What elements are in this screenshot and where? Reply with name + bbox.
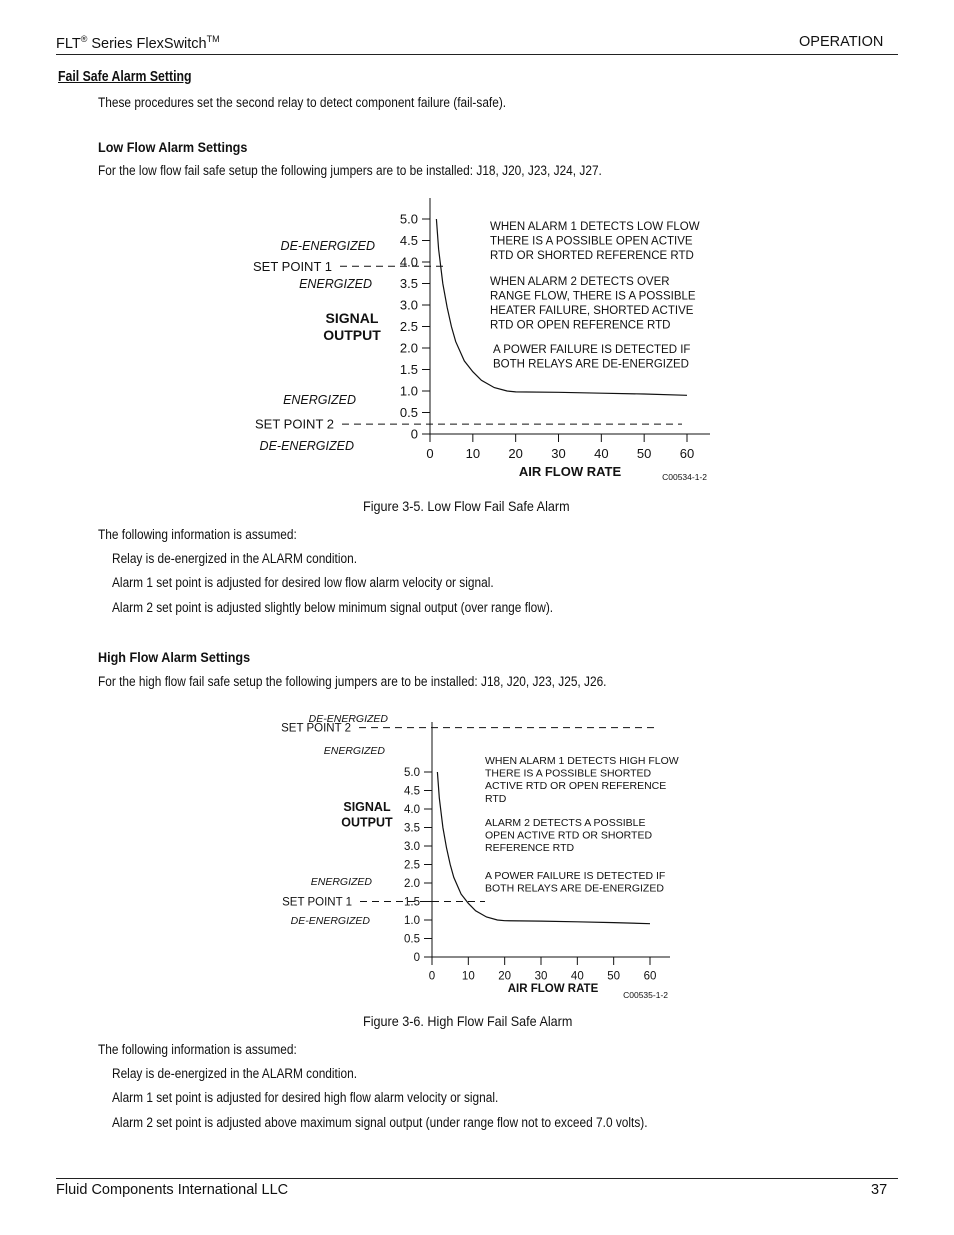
high-flow-item-2: Alarm 1 set point is adjusted for desired high flow alarm velocity or signal. bbox=[112, 1090, 499, 1105]
x-axis-label: AIR FLOW RATE bbox=[518, 464, 622, 479]
relay-state-label: DE-ENERGIZED bbox=[290, 915, 370, 927]
section-title: Fail Safe Alarm Setting bbox=[58, 68, 192, 85]
y-tick-label: 2.0 bbox=[399, 340, 418, 356]
y-tick-label: 4.0 bbox=[399, 254, 418, 270]
x-tick-label: 40 bbox=[570, 970, 584, 983]
annotation-line: BOTH RELAYS ARE DE-ENERGIZED bbox=[485, 882, 664, 895]
y-tick-label: 1.0 bbox=[399, 383, 418, 399]
annotation-line: RTD bbox=[485, 792, 507, 805]
annotation-line: RANGE FLOW, THERE IS A POSSIBLE bbox=[490, 290, 696, 303]
set-point-label: SET POINT 2 bbox=[255, 416, 334, 432]
y-tick-label: 1.5 bbox=[399, 362, 418, 378]
figure-code: C00534-1-2 bbox=[662, 472, 707, 482]
y-tick-label: 3.5 bbox=[399, 276, 418, 292]
x-tick-label: 30 bbox=[534, 970, 548, 983]
x-tick-label: 50 bbox=[607, 970, 621, 983]
y-tick-label: 1.5 bbox=[404, 896, 420, 909]
low-flow-item-1: Relay is de-energized in the ALARM condition. bbox=[112, 551, 357, 566]
annotation-line: THERE IS A POSSIBLE OPEN ACTIVE bbox=[490, 235, 693, 248]
header-rule bbox=[56, 54, 898, 55]
y-axis-label-line-1: SIGNAL bbox=[343, 800, 391, 814]
low-flow-chart bbox=[220, 190, 730, 490]
x-tick-label: 10 bbox=[465, 446, 481, 461]
high-flow-item-1: Relay is de-energized in the ALARM condition. bbox=[112, 1066, 357, 1081]
y-tick-label: 3.0 bbox=[404, 841, 420, 854]
relay-state-label: DE-ENERGIZED bbox=[308, 713, 388, 725]
trademark-mark: TM bbox=[206, 34, 220, 44]
annotation-line: THERE IS A POSSIBLE SHORTED bbox=[485, 767, 652, 780]
y-tick-label: 0.5 bbox=[404, 933, 420, 946]
page-number: 37 bbox=[871, 1182, 888, 1198]
figure-code: C00535-1-2 bbox=[623, 990, 668, 1000]
x-tick-label: 30 bbox=[551, 446, 566, 461]
low-flow-item-2: Alarm 1 set point is adjusted for desired low flow alarm velocity or signal. bbox=[112, 575, 494, 590]
annotation-line: RTD OR OPEN REFERENCE RTD bbox=[490, 319, 671, 332]
low-flow-item-3: Alarm 2 set point is adjusted slightly below minimum signal output (over range flow). bbox=[112, 600, 554, 615]
y-tick-label: 0 bbox=[410, 426, 418, 442]
series-name: Series FlexSwitch bbox=[87, 35, 207, 52]
relay-state-label: DE-ENERGIZED bbox=[259, 439, 354, 453]
y-tick-label: 5.0 bbox=[399, 211, 418, 227]
set-point-label: SET POINT 2 bbox=[281, 722, 351, 735]
set-point-label: SET POINT 1 bbox=[253, 258, 332, 274]
high-flow-chart bbox=[260, 705, 700, 1005]
y-tick-label: 4.5 bbox=[399, 233, 418, 249]
x-tick-label: 20 bbox=[508, 446, 523, 461]
annotation-line: WHEN ALARM 1 DETECTS HIGH FLOW bbox=[485, 755, 679, 767]
low-flow-jumpers: For the low flow fail safe setup the following jumpers are to be installed: J18, J20, J23, J24, J27. bbox=[98, 163, 602, 178]
series-prefix: FLT bbox=[56, 35, 81, 52]
figure-3-6-caption: Figure 3-6. High Flow Fail Safe Alarm bbox=[363, 1013, 573, 1029]
relay-state-label: DE-ENERGIZED bbox=[280, 239, 375, 253]
x-tick-label: 50 bbox=[636, 446, 652, 461]
y-tick-label: 0.5 bbox=[399, 405, 418, 421]
y-tick-label: 3.5 bbox=[404, 822, 420, 835]
low-flow-assumed: The following information is assumed: bbox=[98, 527, 297, 542]
high-flow-assumed: The following information is assumed: bbox=[98, 1042, 297, 1057]
x-axis-label: AIR FLOW RATE bbox=[507, 983, 599, 995]
figure-3-5-caption: Figure 3-5. Low Flow Fail Safe Alarm bbox=[363, 498, 570, 514]
annotation-line: ACTIVE RTD OR OPEN REFERENCE bbox=[485, 780, 667, 793]
y-axis-label-line-2: OUTPUT bbox=[323, 327, 381, 343]
annotation-line: ALARM 2 DETECTS A POSSIBLE bbox=[485, 817, 646, 829]
x-tick-label: 20 bbox=[498, 970, 512, 983]
registered-mark: ® bbox=[80, 34, 88, 44]
high-flow-jumpers: For the high flow fail safe setup the following jumpers are to be installed: J18, J20, J23, J25, J26. bbox=[98, 674, 607, 689]
y-tick-label: 5.0 bbox=[404, 767, 420, 780]
relay-state-label: ENERGIZED bbox=[323, 745, 385, 757]
relay-state-label: ENERGIZED bbox=[310, 876, 372, 888]
high-flow-heading: High Flow Alarm Settings bbox=[98, 649, 251, 665]
annotation-line: A POWER FAILURE IS DETECTED IF bbox=[493, 344, 691, 356]
x-tick-label: 40 bbox=[594, 446, 609, 461]
intro-text: These procedures set the second relay to detect component failure (fail-safe). bbox=[98, 95, 507, 110]
footer-rule bbox=[56, 1178, 898, 1179]
relay-state-label: ENERGIZED bbox=[283, 393, 356, 407]
x-tick-label: 10 bbox=[461, 970, 475, 983]
y-tick-label: 2.5 bbox=[399, 319, 418, 335]
annotation-line: WHEN ALARM 2 DETECTS OVER bbox=[490, 276, 670, 288]
y-tick-label: 1.0 bbox=[404, 915, 420, 928]
annotation-line: HEATER FAILURE, SHORTED ACTIVE bbox=[490, 305, 694, 317]
annotation-line: REFERENCE RTD bbox=[485, 842, 575, 855]
annotation-line: A POWER FAILURE IS DETECTED IF bbox=[485, 870, 666, 882]
x-tick-label: 0 bbox=[426, 446, 434, 461]
high-flow-item-3: Alarm 2 set point is adjusted above maximum signal output (under range flow not to exceed 7.0 volts). bbox=[112, 1115, 648, 1130]
y-axis-label-line-1: SIGNAL bbox=[325, 310, 379, 326]
y-tick-label: 2.5 bbox=[404, 859, 420, 872]
y-axis-label-line-2: OUTPUT bbox=[341, 815, 393, 830]
relay-state-label: ENERGIZED bbox=[299, 277, 372, 291]
running-header-section: OPERATION bbox=[799, 34, 884, 50]
y-tick-label: 2.0 bbox=[404, 878, 420, 891]
x-tick-label: 60 bbox=[643, 970, 657, 983]
footer-company: Fluid Components International LLC bbox=[56, 1182, 289, 1198]
low-flow-heading: Low Flow Alarm Settings bbox=[98, 139, 248, 155]
annotation-line: OPEN ACTIVE RTD OR SHORTED bbox=[485, 829, 653, 842]
running-header-title bbox=[56, 34, 220, 52]
annotation-line: RTD OR SHORTED REFERENCE RTD bbox=[490, 250, 694, 262]
y-tick-label: 3.0 bbox=[399, 297, 418, 313]
y-tick-label: 4.0 bbox=[404, 804, 420, 817]
annotation-line: WHEN ALARM 1 DETECTS LOW FLOW bbox=[490, 221, 700, 233]
annotation-line: BOTH RELAYS ARE DE-ENERGIZED bbox=[493, 358, 689, 371]
x-tick-label: 0 bbox=[428, 970, 436, 983]
y-tick-label: 4.5 bbox=[404, 785, 420, 798]
set-point-label: SET POINT 1 bbox=[282, 896, 352, 909]
y-tick-label: 0 bbox=[413, 952, 420, 965]
x-tick-label: 60 bbox=[679, 446, 695, 461]
